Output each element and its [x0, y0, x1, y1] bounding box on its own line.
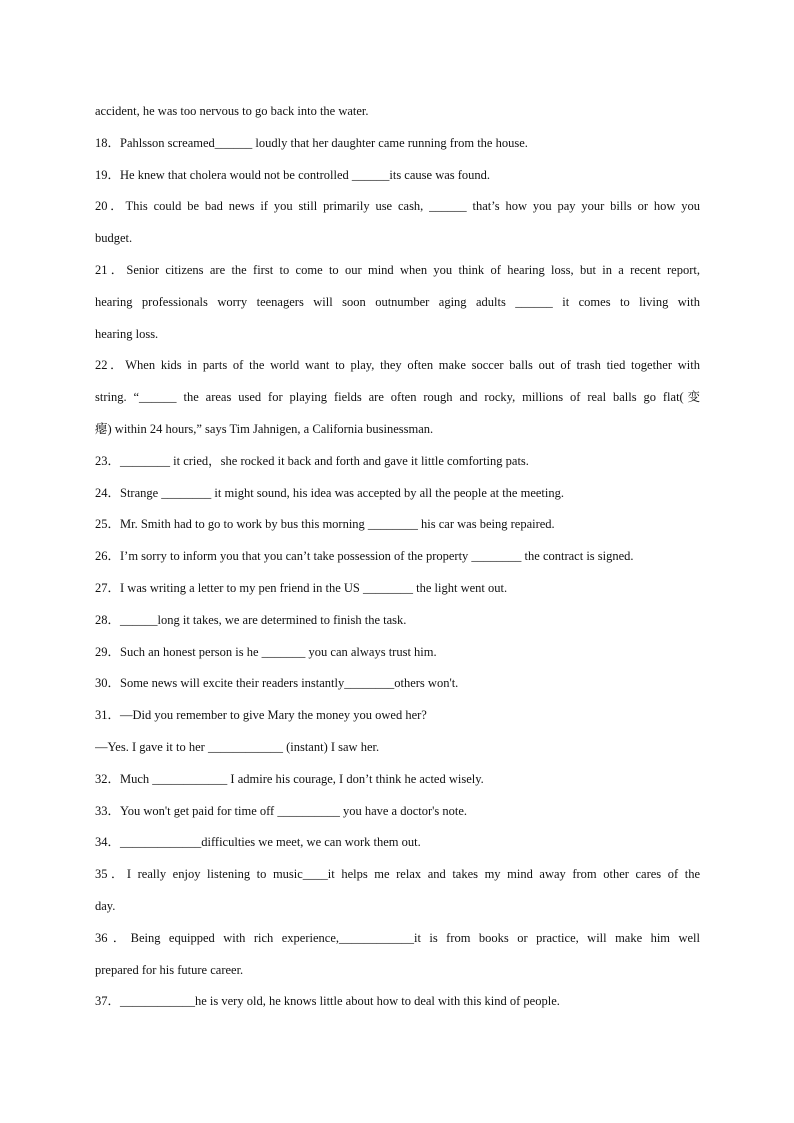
question-19: 19．He knew that cholera would not be controlled ______its cause was found. [95, 167, 491, 182]
text-line: —Yes. I gave it to her ____________ (instant) I saw her. [95, 739, 380, 754]
text-line: day. [95, 898, 116, 913]
question-33: 33．You won't get paid for time off __________ you have a doctor's note. [95, 803, 468, 818]
text-line: hearing loss. [95, 326, 159, 341]
question-37: 37．____________he is very old, he knows little about how to deal with this kind of people. [95, 994, 560, 1009]
question-30: 30．Some news will excite their readers instantly________others won't. [95, 676, 459, 691]
text-line: prepared for his future career. [95, 962, 244, 977]
text-line: budget. [95, 231, 133, 246]
question-18: 18．Pahlsson screamed______ loudly that her daughter came running from the house. [95, 135, 528, 150]
question-23: 23．________ it cried，she rocked it back and forth and gave it little comforting pats. [95, 453, 529, 468]
question-20: 20．This could be bad news if you still primarily use cash, ______ that’s how you pay your bills or how you [95, 199, 700, 214]
question-22: 22．When kids in parts of the world want to play, they often make soccer balls out of trash tied together with [95, 358, 700, 373]
question-27: 27．I was writing a letter to my pen friend in the US ________ the light went out. [95, 580, 508, 595]
question-25: 25．Mr. Smith had to go to work by bus this morning ________ his car was being repaired. [95, 517, 555, 532]
text-line: string. “______ the areas used for playing fields are often rough and rocky, millions of real balls go flat(变 [95, 390, 700, 405]
question-36: 36．Being equipped with rich experience,____________it is from books or practice, will make him well [95, 930, 700, 945]
question-29: 29．Such an honest person is he _______ you can always trust him. [95, 644, 437, 659]
exercise-text [95, 98, 700, 1020]
question-31: 31．—Did you remember to give Mary the money you owed her? [95, 708, 427, 723]
text-line: hearing professionals worry teenagers will soon outnumber aging adults ______ it comes to living with [95, 294, 700, 309]
question-32: 32．Much ____________ I admire his courage, I don’t think he acted wisely. [95, 771, 484, 786]
question-34: 34．_____________difficulties we meet, we can work them out. [95, 835, 421, 850]
question-21: 21．Senior citizens are the first to come to our mind when you think of hearing loss, but in a recent report, [95, 262, 700, 277]
text-line: 瘪) within 24 hours,” says Tim Jahnigen, a California businessman. [95, 421, 434, 436]
question-24: 24．Strange ________ it might sound, his idea was accepted by all the people at the meeting. [95, 485, 564, 500]
question-35: 35．I really enjoy listening to music____it helps me relax and takes my mind away from other cares of the [95, 867, 700, 882]
text-line: accident, he was too nervous to go back into the water. [95, 104, 369, 118]
question-26: 26．I’m sorry to inform you that you can’t take possession of the property ________ the contract is signed. [95, 549, 634, 564]
question-28: 28．______long it takes, we are determined to finish the task. [95, 612, 407, 627]
